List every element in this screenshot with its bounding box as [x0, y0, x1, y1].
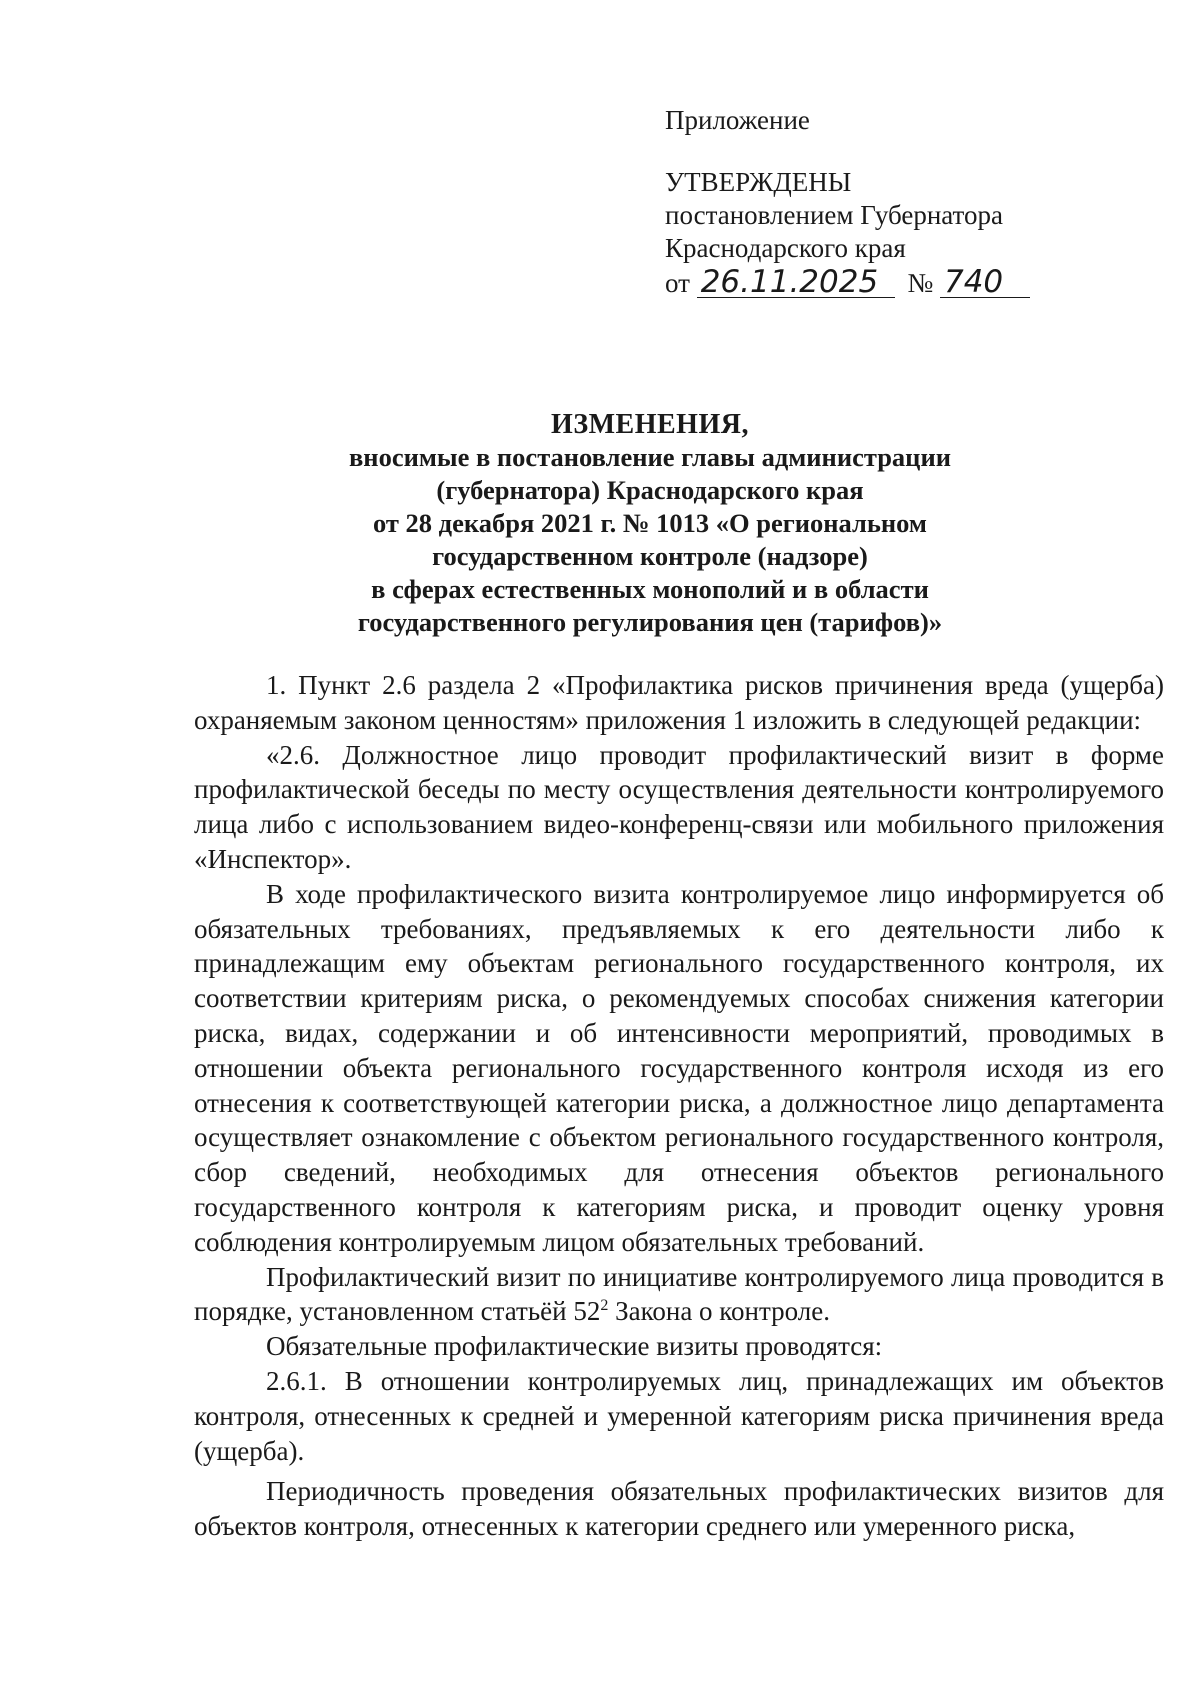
article-superscript: 2	[600, 1297, 609, 1315]
title-line: государственного регулирования цен (тарифов)»	[357, 607, 943, 637]
title-heading: ИЗМЕНЕНИЯ,	[551, 409, 749, 440]
title-line: государственном контроле (надзоре)	[432, 541, 868, 571]
document-title	[290, 408, 1010, 639]
paragraph-2: «2.6. Должностное лицо проводит профилактический визит в форме профилактической беседы по месту осуществления деятельности контролируемого лица либо с использованием видео-конференц-связи или мобильного приложения «Инспектор».	[194, 739, 1164, 874]
title-line: (губернатора) Краснодарского края	[436, 475, 864, 505]
approved-by-line2: Краснодарского края	[665, 233, 906, 263]
handwritten-date: 26.11.2025	[697, 267, 895, 298]
title-line: в сферах естественных монополий и в области	[371, 574, 929, 604]
document-body	[194, 668, 1164, 1544]
paragraph-1: 1. Пункт 2.6 раздела 2 «Профилактика рисков причинения вреда (ущерба) охраняемым законом ценностям» приложения 1 изложить в следующей редакции:	[194, 670, 1164, 735]
approval-date-line	[665, 264, 1030, 300]
paragraph-6: 2.6.1. В отношении контролируемых лиц, принадлежащих им объектов контроля, отнесенных к средней и умеренной категориям риска причинения вреда (ущерба).	[194, 1365, 1164, 1466]
title-line: от 28 декабря 2021 г. № 1013 «О региональном	[373, 508, 927, 538]
handwritten-number: 740	[940, 267, 1030, 298]
paragraph-7: Периодичность проведения обязательных профилактических визитов для объектов контроля, отнесенных к категории среднего или умеренного риска,	[194, 1476, 1164, 1542]
paragraph-4-tail: Закона о контроле.	[608, 1296, 830, 1327]
approval-block	[665, 166, 1030, 300]
appendix-label: Приложение	[665, 105, 810, 135]
date-prefix: от	[665, 268, 690, 298]
paragraph-4	[194, 1260, 1164, 1330]
paragraph-4-text: Профилактический визит по инициативе контролируемого лица проводится в порядке, установленном статьёй 52	[194, 1261, 1164, 1327]
paragraph-5: Обязательные профилактические визиты проводятся:	[266, 1331, 883, 1362]
approved-by-line1: постановлением Губернатора	[665, 200, 1003, 230]
approved-label: УТВЕРЖДЕНЫ	[665, 167, 852, 197]
title-line: вносимые в постановление главы администрации	[348, 442, 951, 472]
appendix-block	[665, 104, 810, 137]
paragraph-3: В ходе профилактического визита контролируемое лицо информируется об обязательных требованиях, предъявляемых к его деятельности либо к принадлежащим ему объектам регионального государственного контроля, их соответствии критериям риска, о рекомендуемых способах снижения категории риска, видах, содержании и об интенсивности мероприятий, проводимых в отношении объекта регионального государственного контроля исходя из его отнесения к соответствующей категории риска, а должностное лицо департамента осуществляет ознакомление с объектом регионального государственного контроля, сбор сведений, необходимых для отнесения объектов регионального государственного контроля к категориям риска, и проводит оценку уровня соблюдения контролируемым лицом обязательных требований.	[194, 878, 1164, 1257]
number-prefix: №	[907, 268, 934, 298]
